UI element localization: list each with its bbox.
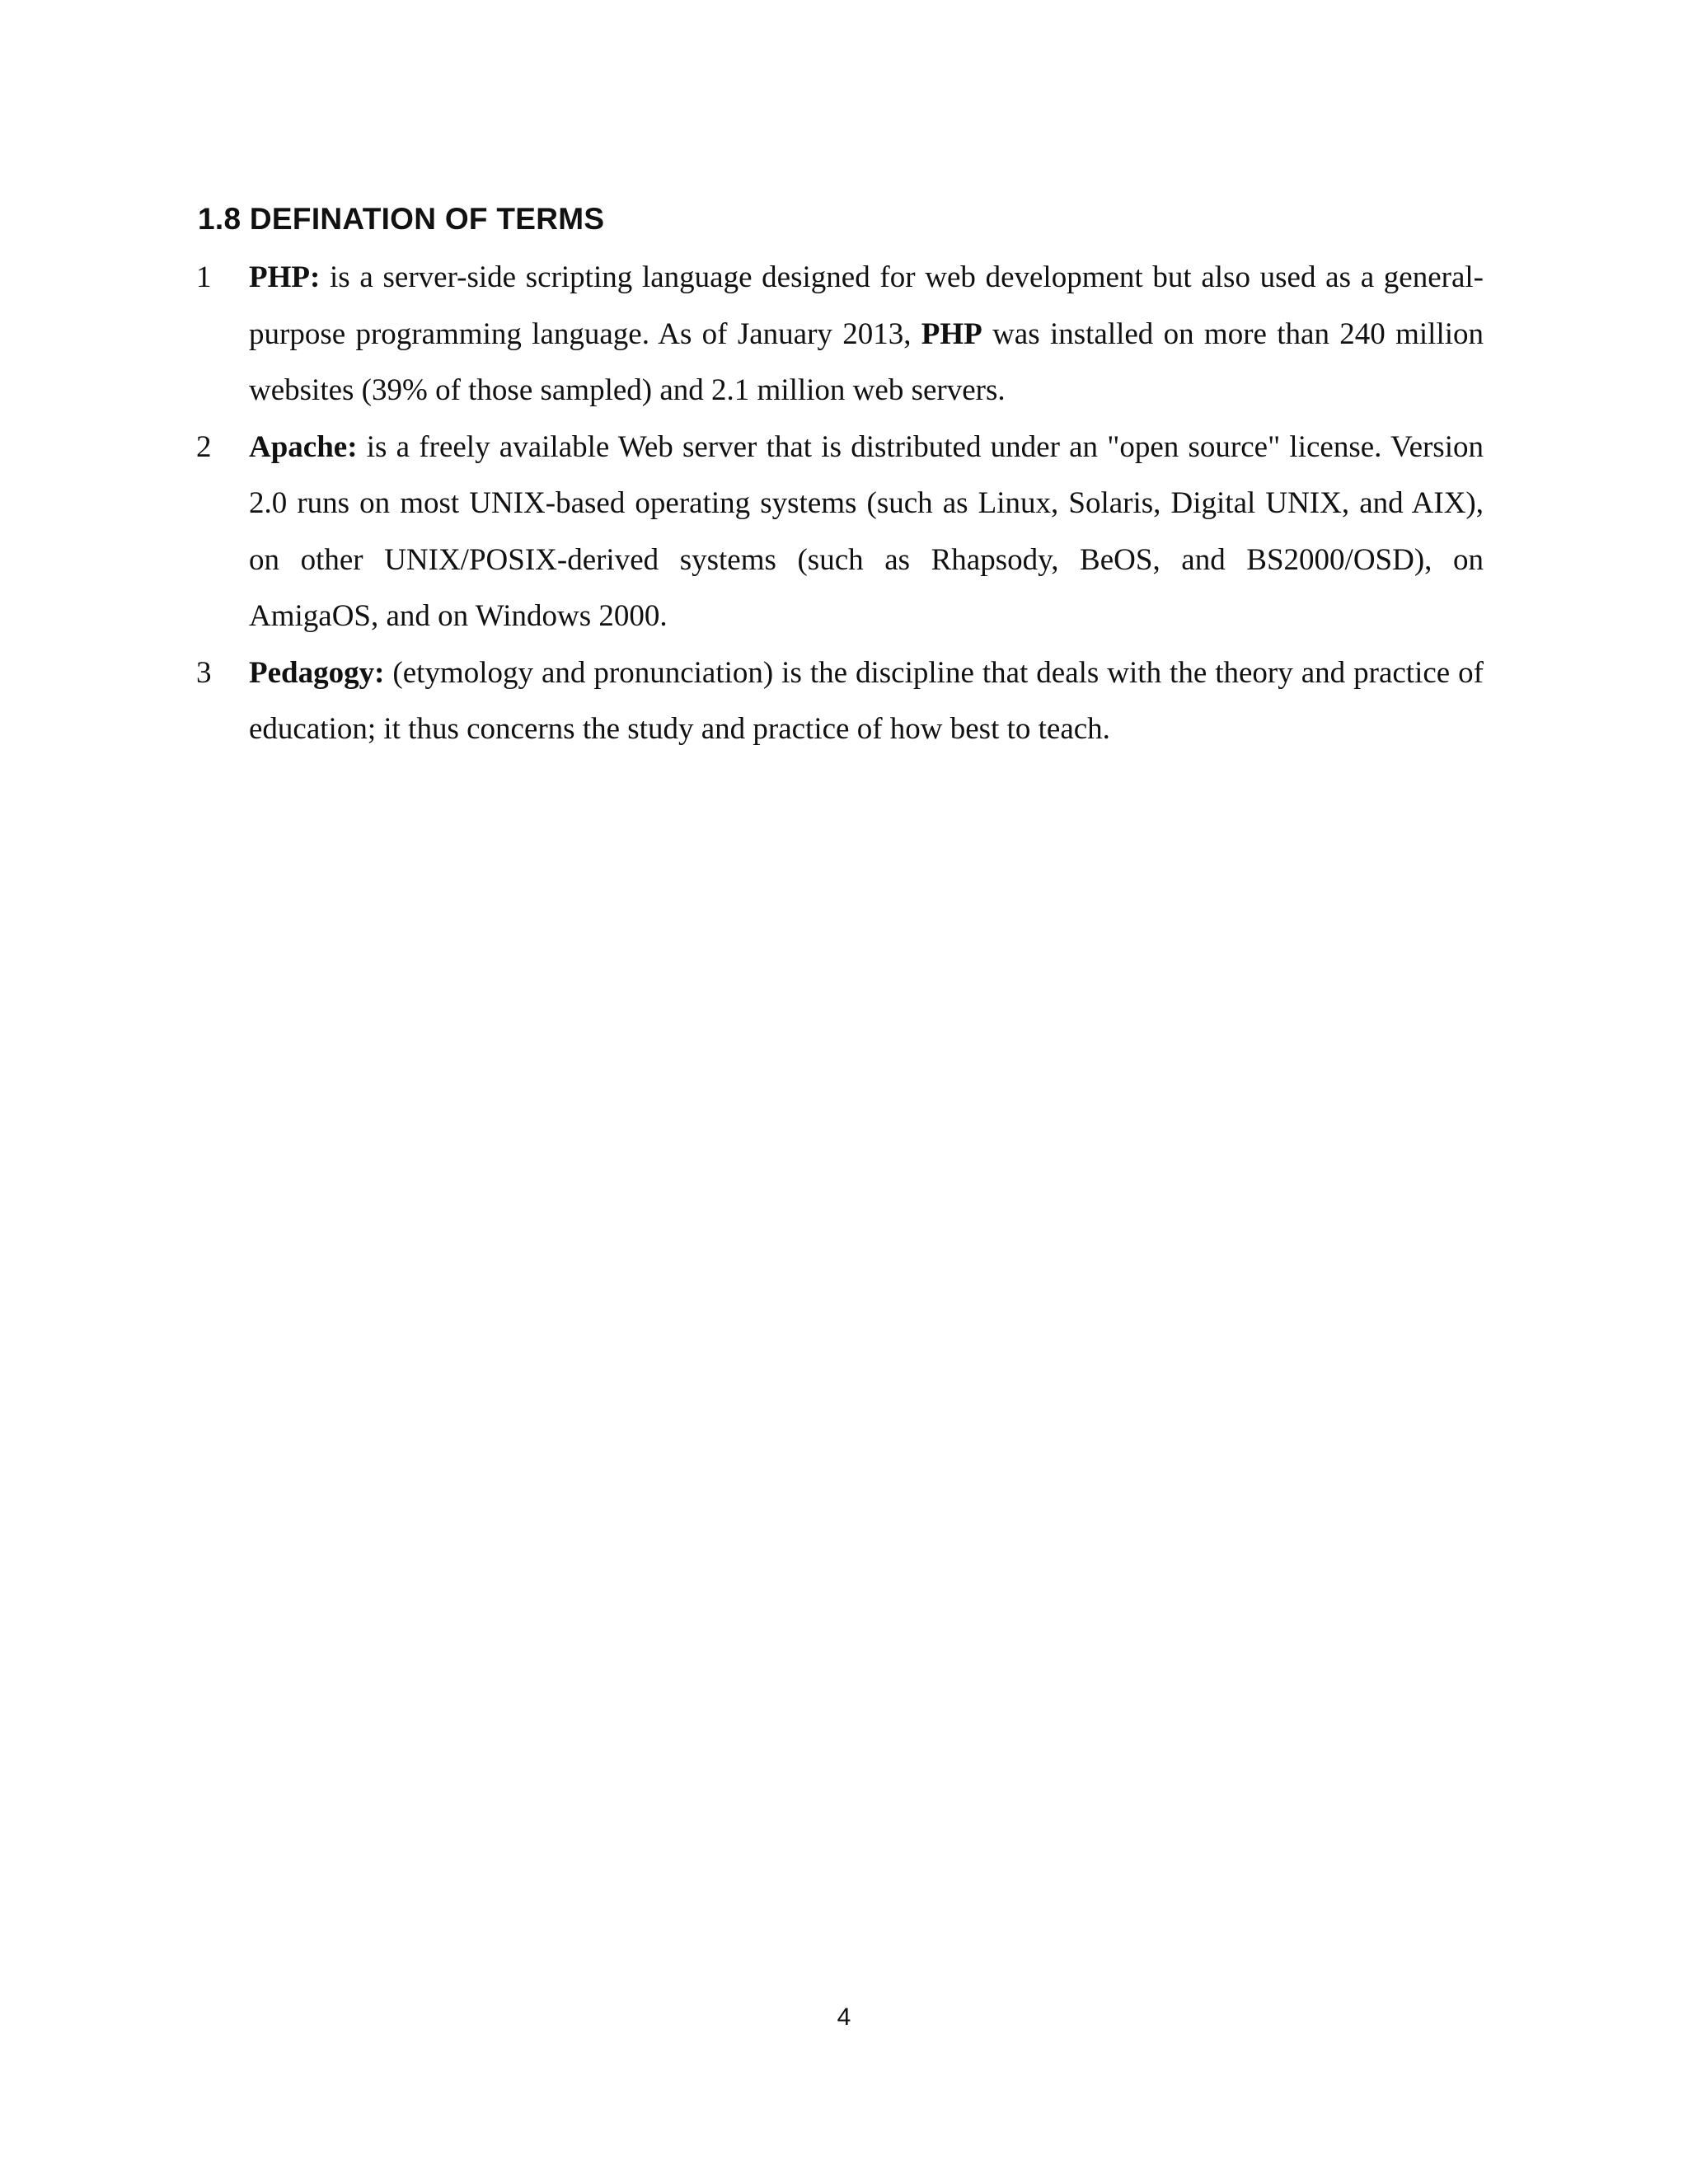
term-definition	[249, 250, 1484, 419]
term-emphasis: PHP	[921, 316, 982, 351]
term-number: 3	[196, 655, 212, 690]
term-number: 1	[196, 260, 212, 294]
term-item-apache	[193, 419, 1484, 645]
term-definition	[249, 645, 1484, 758]
term-item-pedagogy	[193, 645, 1484, 758]
term-text: is a freely available Web server that is distributed under an "open source" license. Version 2.0 runs on most UNIX-based operating systems (such as Linux, Solaris, Digital UNIX, and AIX), on other UNIX/POSIX-derived systems (such as Rhapsody, BeOS, and BS2000/OSD), on AmigaOS, and on Windows 2000.	[249, 429, 1484, 633]
term-name: Apache:	[249, 429, 358, 464]
term-text: (etymology and pronunciation) is the discipline that deals with the theory and practice of education; it thus concerns the study and practice of how best to teach.	[249, 655, 1484, 746]
term-item-php	[193, 250, 1484, 419]
term-definition	[249, 419, 1484, 645]
term-name: Pedagogy:	[249, 655, 385, 690]
page-number: 4	[837, 2004, 851, 2031]
section-heading: 1.8 DEFINATION OF TERMS	[198, 202, 605, 236]
terms-list	[193, 250, 1484, 758]
term-text: was installed on more than 240 million websites (39% of those sampled) and 2.1 million web servers.	[249, 316, 1484, 407]
term-text: is a server-side scripting language designed for web development but also used as a general-purpose programming language. As of January 2013,	[249, 260, 1484, 351]
term-number: 2	[196, 429, 212, 464]
term-name: PHP:	[249, 260, 321, 294]
